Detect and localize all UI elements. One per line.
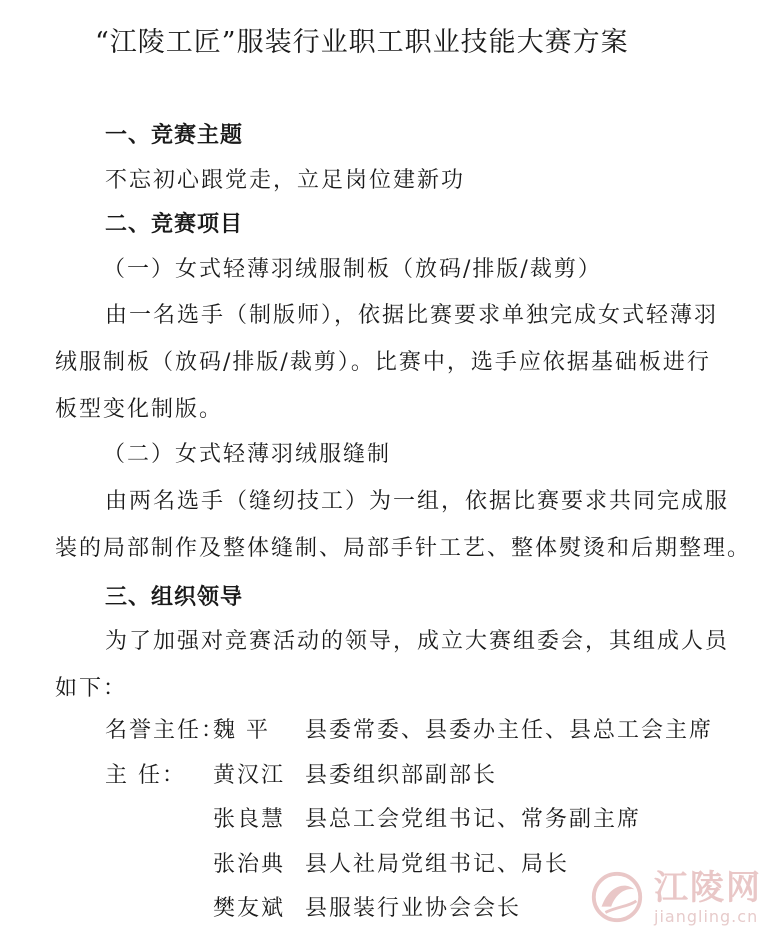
item-1-line: 板型变化制版。: [55, 397, 224, 422]
item-2-heading: （二）女式轻薄羽绒服缝制: [103, 442, 392, 467]
director-row: [105, 762, 497, 790]
director-label: 主 任：: [105, 763, 186, 788]
member-row: [213, 851, 569, 879]
item-2-line: 由两名选手（缝纫技工）为一组，依据比赛要求共同完成服: [105, 489, 730, 514]
honorary-director-role: 县委常委、县委办主任、县总工会主席: [305, 718, 714, 743]
section-3-intro-line: 如下：: [55, 676, 128, 701]
watermark-site-name: 江陵网: [654, 868, 762, 908]
item-1-line: 由一名选手（制版师），依据比赛要求单独完成女式轻薄羽: [105, 303, 719, 328]
section-1-heading: 一、竞赛主题: [105, 123, 244, 148]
section-3-intro-line: 为了加强对竞赛活动的领导，成立大赛组委会，其组成人员: [105, 629, 730, 654]
watermark-domain: jiangling.cn: [654, 907, 759, 926]
member-name: 张治典: [213, 852, 286, 877]
section-2-heading: 二、竞赛项目: [105, 212, 244, 237]
member-role: 县服装行业协会会长: [305, 896, 522, 921]
member-role: 县人社局党组书记、局长: [305, 852, 570, 877]
section-3-heading: 三、组织领导: [105, 585, 244, 610]
member-role: 县委组织部副部长: [305, 763, 498, 788]
watermark: [588, 868, 762, 926]
honorary-director-name: 魏 平: [213, 718, 270, 743]
item-1-heading: （一）女式轻薄羽绒服制板（放码/排版/裁剪）: [103, 257, 602, 282]
member-name: 黄汉江: [213, 763, 286, 788]
member-role: 县总工会党组书记、常务副主席: [305, 807, 642, 832]
item-1-line: 绒服制板（放码/排版/裁剪）。比赛中，选手应依据基础板进行: [55, 350, 711, 375]
member-name: 樊友斌: [213, 896, 286, 921]
honorary-director-label: 名誉主任：: [105, 718, 226, 743]
section-1-body: 不忘初心跟党走，立足岗位建新功: [105, 168, 466, 193]
jiangling-logo-icon: [588, 868, 646, 926]
member-name: 张良慧: [213, 807, 286, 832]
honorary-director-row: [105, 717, 713, 745]
member-row: [213, 806, 641, 834]
item-2-line: 装的局部制作及整体缝制、局部手针工艺、整体熨烫和后期整理。: [55, 536, 752, 561]
member-row: [213, 895, 521, 923]
document-title: “江陵工匠”服装行业职工职业技能大赛方案: [95, 27, 629, 58]
